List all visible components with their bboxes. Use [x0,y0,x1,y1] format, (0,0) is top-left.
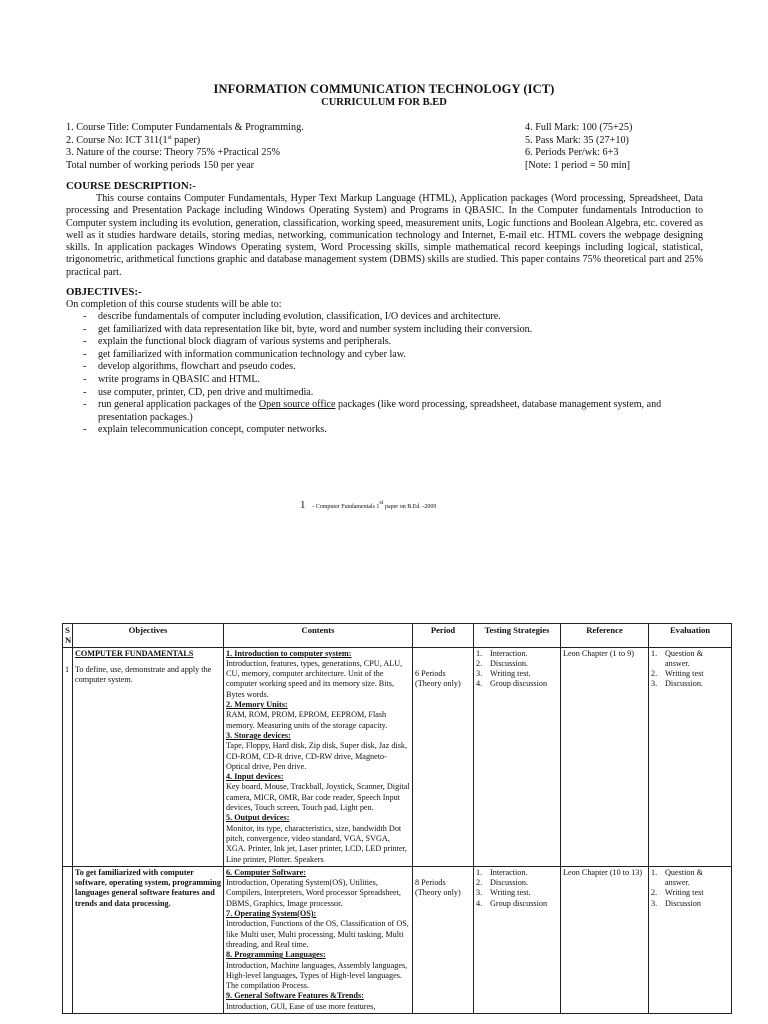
header-objectives: Objectives [73,624,224,648]
full-mark-line: 4. Full Mark: 100 (75+25) [525,122,633,133]
table-row [63,647,732,866]
testing-list [476,868,558,909]
row-period [413,647,474,866]
row-evaluation [649,647,732,866]
period-note-line: [Note: 1 period = 50 min] [525,159,631,171]
course-description-text: This course contains Computer Fundamentals, Hyper Text Markup Language (HTML), Application packages (Word processing, Spreadsheet, Data processing and Presentation Package including Windows Operating System) and Programs in QBASIC. In the Computer fundamentals Introduction to Computer system including its evolution, generation, classification, working speed, measurement units, Logic functions and Boolean Algebra, etc. covered as well as it studies hardware details, storing medias, networking, communication technology and Internet, E-mail etc. HTML covers the webpage designing skills. In application packages Windows Operating system, Word Processing skills, simple mathematical record keepings including logical, statistical, trigonometric, arithmetical functions graphic and database management system (DBMS) skills are studied. This paper contains 75% theoretical part and 25% practical part. [66,193,703,278]
list-item: 3. Writing test. [476,888,531,898]
objective-item: - use computer, printer, CD, pen drive and multimedia. [66,387,706,400]
header-period: Period [413,624,474,648]
course-description-heading: COURSE DESCRIPTION:- [66,180,196,192]
course-no-line: 2. Course No: ICT 311(1st paper) [66,134,201,146]
evaluation-list [651,868,729,909]
periods-per-week-line: 6. Periods Per/wk: 6+3 [525,147,619,158]
row-testing [474,866,561,1013]
header-testing: Testing Strategies [474,624,561,648]
document-title: INFORMATION COMMUNICATION TECHNOLOGY (ICT) [213,82,555,96]
list-item: 2. Discussion. [476,658,528,668]
list-item: 2. Writing test [651,888,704,898]
table-row [63,866,732,1013]
content-heading: 8. Programming Languages: [226,950,326,960]
list-item: 4. Group discussion [476,898,548,908]
objective-item: - run general application packages of the Open source office packages (like word processing, spreadsheet, database management system, and presentation packages.) [66,399,706,424]
header-contents: Contents [224,624,413,648]
list-item: 2. Discussion. [476,878,528,888]
course-nature-line: 3. Nature of the course: Theory 75% +Practical 25% [66,147,281,158]
content-text: Introduction, Machine languages, Assembly languages, High-level languages, Types of High-level languages. The compilation Process. [226,960,408,991]
row-sn: 1 [63,647,73,866]
objective-text: To define, use, demonstrate and apply the computer system. [75,664,212,685]
header-reference: Reference [561,624,649,648]
curriculum-table [62,623,732,1014]
row-contents [224,647,413,866]
content-heading: 6. Computer Software: [226,867,306,877]
content-heading: 9. General Software Features &Trends: [226,991,364,1001]
objective-item: - write programs in QBASIC and HTML. [66,374,706,387]
row-testing [474,647,561,866]
list-item: 1. Question & answer. [651,867,703,888]
content-text: RAM, ROM, PROM, EPROM, EEPROM, Flash memory. Measuring units of the storage capacity. [226,710,388,730]
open-source-office-link[interactable]: Open source office [258,399,336,411]
content-heading: 2. Memory Units: [226,700,288,710]
content-heading: 5. Output devices: [226,813,290,823]
list-item: 1. Interaction. [476,867,528,877]
list-item: 3. Discussion. [651,679,703,689]
list-item: 1. Question & answer. [651,648,703,668]
list-item: 3. Discussion [651,898,701,908]
row-reference: Leon Chapter (10 to 13) [561,866,649,1013]
period-text: 8 Periods (Theory only) [415,877,461,898]
period-text: 6 Periods (Theory only) [415,668,461,688]
row-contents [224,866,413,1013]
objective-item: - develop algorithms, flowchart and pseudo codes. [66,361,706,374]
row-objectives [73,647,224,866]
content-text: Introduction, GUI, Ease of use more features, [226,1001,376,1011]
row-evaluation [649,866,732,1013]
page-number: 1 [300,499,306,511]
content-text: Introduction, Functions of the OS, Classification of OS, like Multi user, Multi processing, Multi tasking, Multi threading, and Real time. [226,919,409,949]
working-periods-line: Total number of working periods 150 per year [66,159,254,171]
content-heading: 1. Introduction to computer system: [226,648,352,658]
objectives-heading: OBJECTIVES:- [66,286,142,298]
evaluation-list [651,649,729,690]
content-text: Key board, Mouse, Trackball, Joystick, Scanner, Digital camera, MICR, OMR, Bar code reader, Speech Input devices, Touch screen, Touch pad, Light pen. [226,782,410,813]
list-item: 4. Group discussion [476,679,548,689]
list-item: 1. Interaction. [476,648,528,658]
list-item: 2. Writing test [651,669,704,679]
row-period [413,866,474,1013]
row-objectives [73,866,224,1013]
objective-item: - describe fundamentals of computer including evolution, classification, I/O devices and architecture. [66,311,706,324]
objective-item: - get familiarized with information communication technology and cyber law. [66,349,706,362]
content-text: Introduction, Operating System(OS), Utilities, Compilers, Interpreters, Word processor Spreadsheet, DBMS, Graphics, Image processor. [226,878,401,908]
course-title-line: 1. Course Title: Computer Fundamentals & Programming. [66,122,304,133]
objective-item: - get familiarized with data representation like bit, byte, word and number system including their conversion. [66,324,706,337]
row-reference: Leon Chapter (1 to 9) [561,647,649,866]
objective-title: COMPUTER FUNDAMENTALS [75,648,194,658]
document-subtitle: CURRICULUM FOR B.ED [321,97,447,108]
content-text: Monitor, its type, characteristics, size, bandwidth Dot pitch, convergence, video standard, VGA, SVGA, XGA. Printer, Ink jet, Laser printer, LCD, LED printer, Line printer, Plotter. Speakers [226,823,407,864]
objective-item: - explain telecommunication concept, computer networks. [66,424,706,437]
footer-caption: - Computer Fundamentals 1st paper on B.Ed. -2009 [312,500,437,510]
objective-item: - explain the functional block diagram of various systems and peripherals. [66,336,706,349]
list-item: 3. Writing test. [476,669,531,679]
objective-text: To get familiarized with computer software, operating system, programming languages general software features and trends and data processing. [75,867,221,908]
testing-list [476,649,558,690]
course-info-right [525,122,632,172]
objectives-intro: On completion of this course students will be able to: [66,299,282,310]
content-heading: 3. Storage devices: [226,730,291,740]
pass-mark-line: 5. Pass Mark: 35 (27+10) [525,134,629,146]
header-evaluation: Evaluation [649,624,732,648]
page-footer [300,499,436,511]
content-heading: 7. Operating System(OS): [226,909,317,919]
content-text: Introduction, features, types, generations, CPU, ALU, CU, memory, computer architecture. Unit of the computer working speed and its memory size. Bits, Bytes words. [226,658,403,699]
row-sn [63,866,73,1013]
table-header-row [63,624,732,648]
header-sn: S N [63,624,73,648]
objectives-list [66,311,706,437]
content-text: Tape, Floppy, Hard disk, Zip disk, Super disk, Jaz disk, CD-ROM, CD-R drive, CD-RW drive, Magneto-Optical drive, Pen drive. [226,741,408,771]
content-heading: 4. Input devices: [226,772,284,782]
course-info-left [66,122,304,172]
